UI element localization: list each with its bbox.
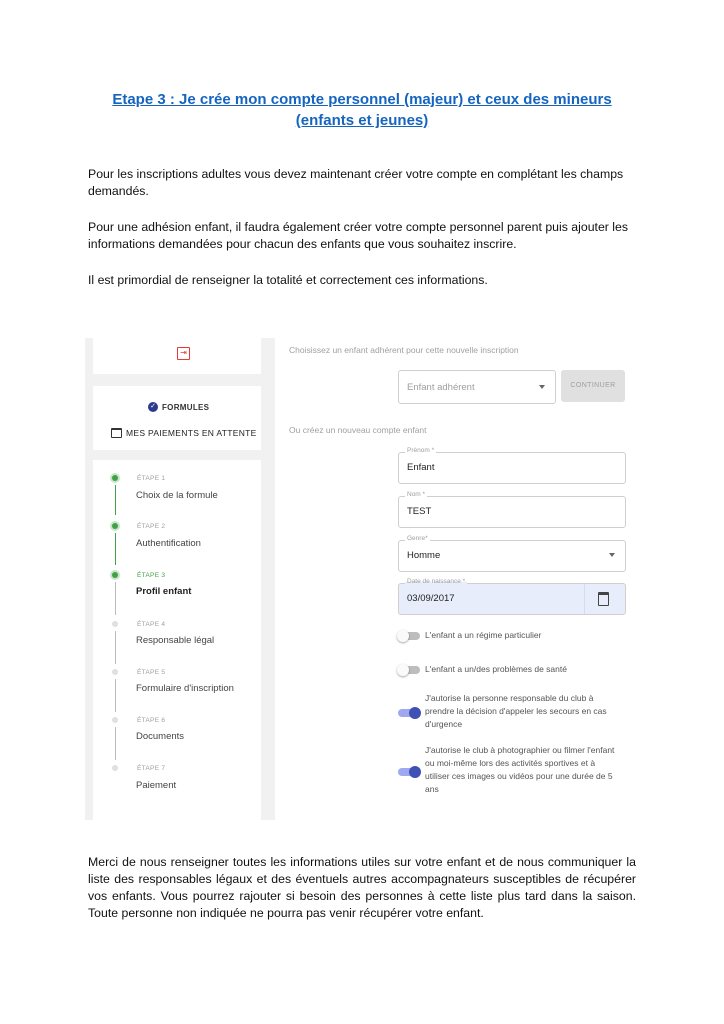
child-profile-form xyxy=(275,338,640,820)
paragraph-important: Il est primordial de renseigner la totalité et correctement ces informations. xyxy=(88,273,488,287)
paragraph-adults: Pour les inscriptions adultes vous devez maintenant créer votre compte en complétant les champs demandés. xyxy=(88,167,624,198)
toggle-sante[interactable] xyxy=(398,666,420,674)
prenom-value: Enfant xyxy=(407,462,435,473)
calendar-separator xyxy=(584,584,585,614)
toggle-regime-label: L'enfant a un régime particulier xyxy=(425,630,542,640)
logout-card xyxy=(93,338,261,374)
birthdate-label: Date de naissance * xyxy=(407,578,466,585)
step-2-number: ÉTAPE 2 xyxy=(137,523,166,530)
step-4-dot xyxy=(112,621,118,627)
child-member-select[interactable] xyxy=(398,370,556,404)
step-4-label[interactable]: Responsable légal xyxy=(136,635,215,646)
continue-button[interactable]: CONTINUER xyxy=(561,370,625,402)
genre-select[interactable] xyxy=(398,535,626,572)
menu-item-paiements[interactable]: MES PAIEMENTS EN ATTENTE xyxy=(126,428,257,438)
step-3-connector xyxy=(115,582,116,615)
toggle-photo[interactable] xyxy=(398,768,420,776)
step-3-label[interactable]: Profil enfant xyxy=(136,586,192,597)
create-child-text: Ou créez un nouveau compte enfant xyxy=(289,425,427,435)
toggle-photo-label: J'autorise le club à photographier ou filmer l'enfant ou moi-même lors des activités sportives et à utiliser ces images ou vidéos pour une durée de 5 ans xyxy=(425,745,615,794)
dropdown-caret-icon xyxy=(539,385,545,389)
step-7-label[interactable]: Paiement xyxy=(136,780,177,791)
prenom-field[interactable] xyxy=(398,447,626,484)
step-1-label[interactable]: Choix de la formule xyxy=(136,490,218,501)
paragraph-children: Pour une adhésion enfant, il faudra également créer votre compte personnel parent puis ajouter les informations demandées pour chacun des enfants que vous souhaitez inscrire. xyxy=(88,220,629,251)
registration-screenshot xyxy=(85,338,640,820)
toggle-knob xyxy=(397,630,409,642)
stepper xyxy=(93,460,261,820)
step-6-dot xyxy=(112,717,118,723)
document-title xyxy=(88,89,636,131)
genre-label: Genre* xyxy=(407,535,428,542)
step-2-label[interactable]: Authentification xyxy=(136,538,201,549)
step-6-connector xyxy=(115,727,116,760)
logout-icon[interactable]: ⇥ xyxy=(177,347,190,360)
sidebar xyxy=(85,338,275,820)
step-7-number: ÉTAPE 7 xyxy=(137,765,166,772)
child-member-placeholder: Enfant adhérent xyxy=(407,382,475,393)
step-3-number: ÉTAPE 3 xyxy=(137,572,166,579)
nom-field[interactable] xyxy=(398,491,626,528)
step-1-dot xyxy=(112,475,118,481)
nom-value: TEST xyxy=(407,506,432,517)
step-2-dot xyxy=(112,523,118,529)
prenom-label: Prénom * xyxy=(407,447,435,454)
step-5-number: ÉTAPE 5 xyxy=(137,669,166,676)
choose-child-text: Choisissez un enfant adhérent pour cette nouvelle inscription xyxy=(289,345,519,355)
step-1-connector xyxy=(115,485,116,515)
step-3-dot xyxy=(112,572,118,578)
toggle-knob xyxy=(397,664,409,676)
birthdate-field[interactable] xyxy=(398,578,626,615)
toggle-knob xyxy=(409,766,421,778)
step-1-number: ÉTAPE 1 xyxy=(137,475,166,482)
check-circle-icon: ✓ xyxy=(148,402,158,412)
step-5-connector xyxy=(115,679,116,712)
nom-label: Nom * xyxy=(407,491,426,498)
menu-item-formules[interactable]: FORMULES xyxy=(162,403,210,412)
genre-value: Homme xyxy=(407,550,441,561)
paragraph-responsables: Merci de nous renseigner toutes les informations utiles sur votre enfant et de nous communiquer la liste des responsables légaux et des éventuels autres accompagnateurs susceptibles de récupérer vos enfants. Vous pourrez rajouter si besoin des personnes à cette liste plus tard dans la saison. Toute personne non indiquée ne pourra pas venir récupérer votre enfant. xyxy=(88,855,636,920)
menu-card xyxy=(93,386,261,450)
toggle-sante-label: L'enfant a un/des problèmes de santé xyxy=(425,664,567,674)
step-4-connector xyxy=(115,631,116,664)
document-title-line-1: Etape 3 : Je crée mon compte personnel (majeur) et ceux des mineurs xyxy=(112,91,612,108)
dropdown-caret-icon xyxy=(609,553,615,557)
toggle-regime[interactable] xyxy=(398,632,420,640)
step-7-dot xyxy=(112,765,118,771)
step-2-connector xyxy=(115,533,116,565)
step-6-label[interactable]: Documents xyxy=(136,731,185,742)
credit-card-icon xyxy=(111,428,122,438)
birthdate-value: 03/09/2017 xyxy=(407,593,455,604)
toggle-secours-label: J'autorise la personne responsable du club à prendre la décision d'appeler les secours en cas d'urgence xyxy=(425,693,607,729)
step-5-dot xyxy=(112,669,118,675)
step-6-number: ÉTAPE 6 xyxy=(137,717,166,724)
toggle-secours[interactable] xyxy=(398,709,420,717)
calendar-icon[interactable] xyxy=(598,592,609,606)
toggle-knob xyxy=(409,707,421,719)
step-4-number: ÉTAPE 4 xyxy=(137,621,166,628)
document-title-line-2: (enfants et jeunes) xyxy=(295,112,429,129)
step-5-label[interactable]: Formulaire d'inscription xyxy=(136,683,234,694)
